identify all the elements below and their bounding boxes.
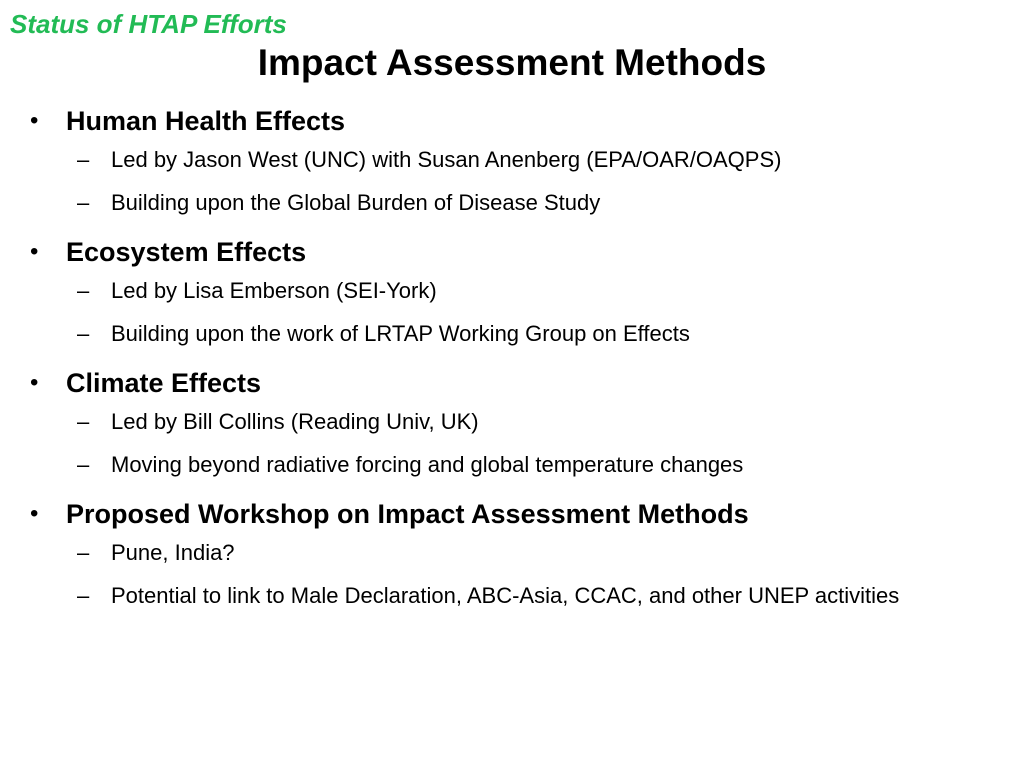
bullet-heading xyxy=(0,103,1024,139)
sub-item-text: Potential to link to Male Declaration, ABC-Asia, CCAC, and other UNEP activities xyxy=(111,583,900,608)
bullet-heading xyxy=(0,234,1024,270)
sub-list xyxy=(0,405,1024,482)
sub-item xyxy=(0,448,1024,482)
sub-item xyxy=(0,143,1024,177)
sub-item xyxy=(0,579,1024,613)
sub-item xyxy=(0,317,1024,351)
sub-item xyxy=(0,186,1024,220)
sub-item xyxy=(0,536,1024,570)
bullet-heading xyxy=(0,365,1024,401)
section-climate xyxy=(0,365,1024,482)
dash-icon: – xyxy=(77,583,90,608)
sub-list xyxy=(0,143,1024,220)
sub-item-text: Led by Bill Collins (Reading Univ, UK) xyxy=(111,409,479,434)
sub-item-text: Moving beyond radiative forcing and global temperature changes xyxy=(111,452,744,477)
dash-icon: – xyxy=(77,147,90,172)
sub-item-text: Led by Jason West (UNC) with Susan Anenberg (EPA/OAR/OAQPS) xyxy=(111,147,782,172)
sub-list xyxy=(0,274,1024,351)
bullet-icon: • xyxy=(30,369,39,396)
slide-title: Impact Assessment Methods xyxy=(257,42,767,83)
section-workshop xyxy=(0,496,1024,613)
slide-content xyxy=(0,100,1024,627)
dash-icon: – xyxy=(77,278,90,303)
dash-icon: – xyxy=(77,409,90,434)
bullet-icon: • xyxy=(30,107,39,134)
bullet-heading-text: Ecosystem Effects xyxy=(66,237,307,267)
section-human-health xyxy=(0,103,1024,220)
bullet-icon: • xyxy=(30,238,39,265)
section-ecosystem xyxy=(0,234,1024,351)
bullet-heading xyxy=(0,496,1024,532)
sub-item xyxy=(0,405,1024,439)
sub-item-text: Building upon the work of LRTAP Working Group on Effects xyxy=(111,321,690,346)
sub-item-text: Pune, India? xyxy=(111,540,235,565)
bullet-heading-text: Human Health Effects xyxy=(66,106,346,136)
sub-item-text: Building upon the Global Burden of Disease Study xyxy=(111,190,601,215)
sub-item xyxy=(0,274,1024,308)
sub-list xyxy=(0,536,1024,613)
dash-icon: – xyxy=(77,540,90,565)
dash-icon: – xyxy=(77,321,90,346)
header-tag: Status of HTAP Efforts xyxy=(10,9,287,39)
bullet-icon: • xyxy=(30,500,39,527)
bullet-heading-text: Proposed Workshop on Impact Assessment Methods xyxy=(66,499,749,529)
bullet-heading-text: Climate Effects xyxy=(66,368,262,398)
sub-item-text: Led by Lisa Emberson (SEI-York) xyxy=(111,278,437,303)
dash-icon: – xyxy=(77,452,90,477)
dash-icon: – xyxy=(77,190,90,215)
